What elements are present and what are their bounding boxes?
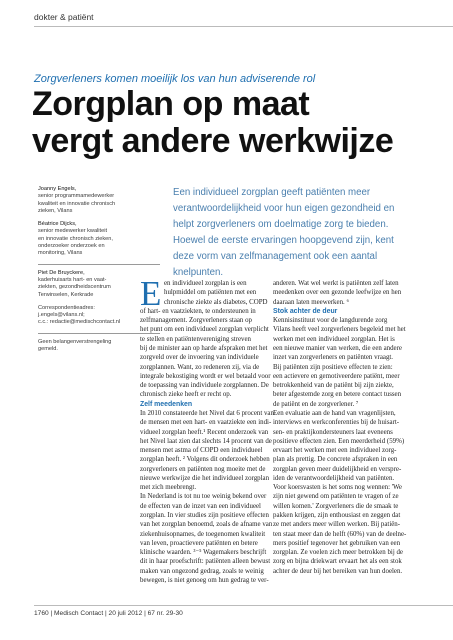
body-line: van het zorgplan benoemd, zoals de afname van [140,521,273,529]
conflict-line: gemeld. [38,346,58,353]
body-line: anderen. Wat wel werkt is patiënten zelf laten [273,280,399,287]
body-line: integrale bekostiging wordt er wel betaald voor [140,372,271,380]
footer-divider [34,605,453,606]
body-line: het punt om een individueel zorgplan verplicht [140,326,269,334]
lead-paragraph [173,185,448,281]
author-role: onderzoeker onderzoek en [38,243,105,250]
body-line: of hart- en vaatziekten, te ondersteunen in [140,307,256,315]
body-line: zorgplan. In vier studies zijn positieve effecten [140,512,269,520]
section-label: dokter & patiënt [34,12,94,22]
author-role: Terwinselen, Kerkrade [38,291,94,298]
body-line: een actievere en gemotiveerdere patiënt, meer [273,372,400,380]
body-line: Kennisinstituut voor de langdurende zorg [273,317,388,325]
author-block [38,186,168,215]
author-name: Béatrice Dijcks, [38,221,77,228]
correspondence-email[interactable]: j.engels@vilans.nl; [38,312,85,319]
body-line: iden de verantwoordelijkheid van patiënten. [273,474,395,482]
author-name: Joanny Engels, [38,186,77,192]
lead-line: verantwoordelijkheid voor hun eigen gezondheid en [173,203,395,214]
body-line: de toepassing van individuele zorgplannen. De [140,382,269,390]
correspondence-email[interactable]: c.c.: redactie@medischcontact.nl [38,319,121,326]
body-line: daaraan laten meewerken. ⁶ [273,298,349,306]
correspondence-line: Correspondentieadres: [38,304,95,311]
body-line: te stellen en patiëntenvereniging streven [140,335,251,343]
body-line: ze met anders meer willen werken. Bij patiën- [273,521,401,529]
body-line: ten staat meer dan de helft (60%) van de deelne- [273,530,407,538]
body-column-1 [140,274,274,585]
body-line: klinische waarden. ³⁻⁵ Wagemakers beschrijft [140,549,267,557]
body-line: met zich meebrengt. [140,484,197,492]
author-role: kwaliteit en innovatie chronisch [38,200,116,207]
body-line: chronisch zieke heeft er recht op. [140,391,232,399]
title-line: vergt andere werkwijze [32,122,394,160]
body-line: beter afgestemde zorg en betere contact tussen [273,391,402,399]
body-line: het Nivel laat zien dat slechts 14 procent van de [140,437,272,445]
author-block [38,221,168,257]
body-column-2 [273,279,453,576]
body-line: bij de minister aan op harde afspraken met het [140,344,268,352]
body-line: Een evaluatie aan de hand van vragenlijsten, [273,409,396,417]
lead-line: Een individueel zorgplan geeft patiënten meer [173,187,371,198]
body-line: willen komen.' Zorgverleners die de smaak te [273,502,399,510]
body-line: In 2010 constateerde het Nivel dat 6 procent van [140,409,274,417]
body-line: meedenken over een gezonde leefwijze en hen [273,289,402,297]
body-line: zorgplannen. Want, zo redeneren zij, via de [140,363,260,371]
body-line: zorg en bijna driekwart ervaart het als een stok [273,558,402,566]
body-line: mers positief tegenover het gebruiken van een [273,539,401,547]
body-line: inzet van zorgverleners en patiënten vraagt. [273,354,394,362]
body-line: werken met een individueel zorgplan. Het is [273,335,395,343]
body-line: mensen met astma of COPD een individueel [140,447,263,455]
body-line: plan als prettig. De concrete afspraken in een [273,456,398,464]
author-role: en innovatie chronisch zieken, [38,235,113,242]
body-line: zorgplan geven meer duidelijkheid en verspre- [273,465,402,473]
body-line: en individueel zorgplan is een [164,280,247,287]
body-line: een nieuwe manier van werken, die een andere [273,344,402,352]
body-line: interviews en werkconferenties bij de huisart- [273,419,400,427]
author-role: kaderhuisarts hart- en vaat- [38,276,107,283]
body-line: de mensen met een hart- en vaatziekte een indi- [140,419,272,427]
article-title [32,86,452,160]
body-line: de effecten van de inzet van een individueel [140,502,261,510]
body-line: In Nederland is tot nu toe weinig bekend over [140,493,267,501]
drop-cap: E [140,274,162,313]
body-line: zorgverleners en patiënten nog moeite met de [140,465,266,473]
body-line: zelfmanagement. Zorgverleners staan op [140,317,252,325]
lead-line: deze vorm van zelfmanagement ook een aantal [173,251,378,262]
author-role: ziekten, gezondheidscentrum [38,284,111,291]
body-line: sen- en praktijkondersteuners laat eveneens [273,428,393,436]
body-line: zorgplan. Ze voelen zich meer betrokken bij de [273,549,403,557]
body-line: pakken krijgen, zijn enthousiast en zeggen dat [273,512,401,520]
body-line: betrokkenheid van de patiënt bij zijn ziekte, [273,382,394,390]
body-line: achter de deur bij het bereiken van hun doelen. [273,567,403,575]
section-subheading: Zelf meedenken [140,400,193,408]
author-name: Piet De Bruyckere, [38,269,85,276]
body-line: chronische ziekte als diabetes, COPD [164,298,268,306]
author-role: monitoring, Vilans [38,250,83,257]
kicker-subtitle: Zorgverleners komen moeilijk los van hun adviserende rol [34,73,316,85]
author-role: zieken, Vilans [38,207,73,214]
author-divider [38,264,160,265]
body-line: maken van ongezond gedrag, zoals te weinig [140,567,264,575]
body-line: dit in haar proefschrift: patiënten alleen bewust [140,558,271,566]
author-role: senior programmamedewerker [38,193,115,200]
body-line: nieuwe werkwijze die het individueel zorgplan [140,474,270,482]
body-line: Bij patiënten zijn positieve effecten te zien: [273,363,393,371]
author-role: senior medewerker kwaliteit [38,228,108,235]
body-line: hulpmiddel om patiënten met een [164,289,257,297]
conflict-line: Geen belangenverstrengeling [38,338,112,345]
body-line: de patiënt en de zorgverlener. ⁷ [273,400,359,408]
body-line: zorgveld over de invoering van individuele [140,354,259,362]
header-divider [34,26,453,27]
body-line: ervaart het werken met een individueel zorg- [273,447,397,455]
body-line: positieve effecten zien. Een meerderheid (59%) [273,437,405,445]
body-line: vidueel zorgplan heeft.¹ Recent onderzoek van [140,428,269,436]
body-line: Voor koersvasten is het soms nog wennen: 'We [273,484,402,492]
lead-line: knelpunten. [173,267,224,278]
lead-line: helpt zorgverleners om doelmatige zorg te bieden. [173,219,389,230]
body-line: van leven, proactievere patiënten en betere [140,539,258,547]
body-line: zijn niet gewend om patiënten te vragen of ze [273,493,399,501]
body-line: ziekenhuisopnames, de toegenomen kwaliteit [140,530,266,538]
title-line: Zorgplan op maat [32,85,310,123]
lead-line: Hoewel de eerste ervaringen hoopgevend zijn, kent [173,235,394,246]
section-subheading: Stok achter de deur [273,307,338,315]
page-footer: 1760 | Medisch Contact | 20 juli 2012 | 67 nr. 29-30 [34,610,183,617]
body-line: zorgplan heeft. ² Volgens dit onderzoek hebben [140,456,270,464]
body-line: bewegen, is niet genoeg om hun gedrag te ver- [140,577,269,584]
body-line: Vilans heeft veel zorgverleners begeleid met het [273,326,406,334]
